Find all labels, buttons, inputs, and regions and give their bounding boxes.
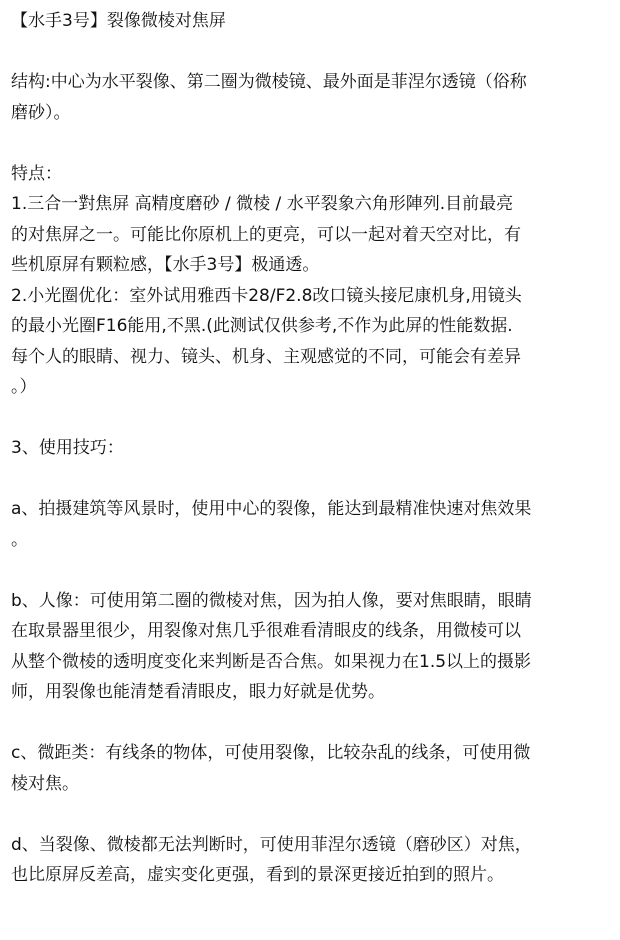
tips-heading: 3、使用技巧： xyxy=(11,438,124,458)
blank-line xyxy=(11,403,616,434)
document-title: 【水手3号】裂像微棱对焦屏 xyxy=(11,11,226,31)
blank-line xyxy=(11,37,616,68)
tip-d-line-1: d、当裂像、微棱都无法判断时，可使用菲涅尔透镜（磨砂区）对焦， xyxy=(11,834,532,855)
features-heading: 特点： xyxy=(11,163,62,184)
tip-b-line-2: 在取景器里很少，用裂像对焦几乎很难看清眼皮的线条，用微棱可以 xyxy=(11,621,521,641)
blank-line xyxy=(11,128,616,159)
blank-line xyxy=(11,708,616,739)
tip-c-line-2: 棱对焦。 xyxy=(11,773,79,794)
feature-2-line-1: 2.小光圈优化：室外试用雅西卡28/F2.8改口镜头接尼康机身,用镜头 xyxy=(11,285,522,306)
feature-1-line-1: 1.三合一對焦屏 高精度磨砂 / 微棱 / 水平裂象六角形陣列.目前最亮 xyxy=(11,194,514,214)
tip-b-line-1: b、人像：可使用第二圈的微棱对焦，因为拍人像，要对焦眼睛，眼睛 xyxy=(11,590,532,611)
feature-1-line-3: 些机原屏有颗粒感，【水手3号】极通透。 xyxy=(11,255,320,275)
blank-line xyxy=(11,799,616,830)
feature-1-line-2: 的对焦屏之一。可能比你原机上的更亮，可以一起对着天空对比，有 xyxy=(11,224,521,245)
feature-2-line-3: 每个人的眼睛、视力、镜头、机身、主观感觉的不同，可能会有差异 xyxy=(11,346,521,367)
tip-d-line-2: 也比原屏反差高，虚实变化更强，看到的景深更接近拍到的照片。 xyxy=(11,865,504,885)
tip-b-line-4: 师，用裂像也能清楚看清眼皮，眼力好就是优势。 xyxy=(11,682,385,702)
structure-line-1: 结构:中心为水平裂像、第二圈为微棱镜、最外面是菲涅尔透镜（俗称 xyxy=(11,72,527,92)
feature-2-line-2: 的最小光圈F16能用,不黑.(此测试仅供参考,不作为此屏的性能数据. xyxy=(11,316,513,336)
tip-c-line-1: c、微距类：有线条的物体，可使用裂像，比较杂乱的线条，可使用微 xyxy=(11,743,531,763)
tip-a-line-2: 。 xyxy=(11,529,28,550)
structure-line-2: 磨砂）。 xyxy=(11,102,71,123)
feature-2-line-4: 。） xyxy=(11,377,37,397)
blank-line xyxy=(11,464,616,495)
blank-line xyxy=(11,555,616,586)
tip-b-line-3: 从整个微棱的透明度变化来判断是否合焦。如果视力在1.5以上的摄影 xyxy=(11,651,532,672)
tip-a-line-1: a、拍摄建筑等风景时，使用中心的裂像，能达到最精准快速对焦效果 xyxy=(11,499,532,519)
